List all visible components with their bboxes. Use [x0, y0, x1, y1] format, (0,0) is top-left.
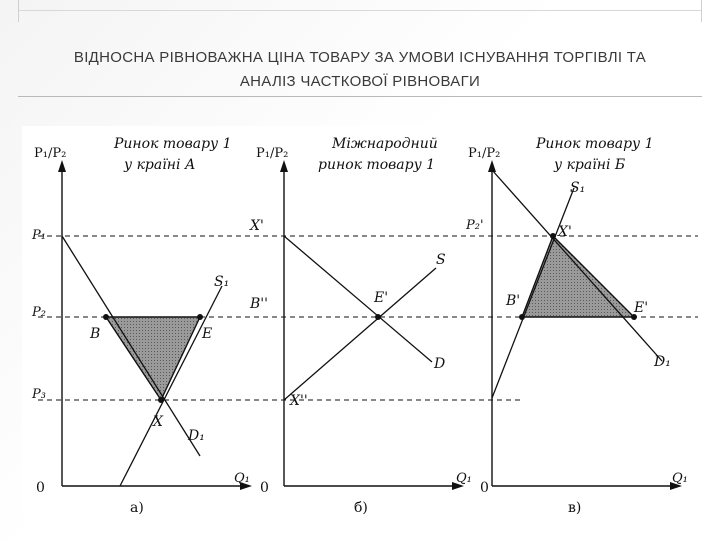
panel-a-heading-2: у країні А [124, 157, 196, 173]
panel-b [249, 136, 472, 516]
panel-c-y-axis-label: P₁/P₂ [468, 146, 501, 161]
equilibrium-figure [22, 126, 698, 518]
panel-b-label-d: D [434, 356, 446, 372]
panel-b-label-x-double: X'' [290, 393, 308, 409]
panel-b-heading-1: Міжнародний [332, 136, 438, 152]
panel-a-point-x [158, 397, 164, 403]
panel-c-label-x-prime: X' [558, 224, 572, 240]
panel-c-x-axis-label: Q₁ [672, 471, 688, 486]
panel-a [31, 136, 252, 516]
panel-c [465, 136, 688, 516]
panel-c-label-d1: D₁ [654, 354, 671, 370]
panel-b-label-e-prime: E' [374, 290, 389, 306]
panel-b-supply-curve [284, 268, 436, 400]
panel-a-label-d1: D₁ [188, 428, 205, 444]
slide-corner-left [18, 0, 19, 22]
panel-b-x-axis-label: Q₁ [456, 471, 472, 486]
slide-title-line-1: ВІДНОСНА РІВНОВАЖНА ЦІНА ТОВАРУ ЗА УМОВИ ІСНУВАННЯ ТОРГІВЛІ ТА [73, 49, 647, 66]
panel-b-y-axis-label: P₁/P₂ [256, 146, 289, 161]
panel-b-point-e [375, 314, 381, 320]
panel-b-label-x-prime: X' [250, 218, 264, 234]
panel-c-label-s1: S₁ [570, 180, 586, 196]
panel-a-supply-curve [120, 286, 222, 486]
panel-b-label-b-double: B'' [250, 296, 268, 312]
panel-a-label-s1: S₁ [214, 274, 230, 290]
title-underline [18, 96, 702, 97]
panel-c-label-e-prime: E' [634, 300, 649, 316]
panel-c-heading-1: Ринок товару 1 [536, 136, 654, 152]
panel-b-heading-2: ринок товару 1 [318, 157, 436, 173]
slide-title [20, 46, 700, 94]
panel-a-label-x: X [153, 414, 163, 430]
panel-a-caption: а) [130, 500, 144, 516]
panel-a-label-e: E [202, 326, 213, 342]
panel-c-price-p2-prime: P₂' [466, 218, 484, 233]
slide-title-line-2: АНАЛІЗ ЧАСТКОВОЇ РІВНОВАГИ [239, 73, 481, 90]
panel-a-price-p1: P₁ [32, 228, 46, 243]
panel-a-heading-1: Ринок товару 1 [114, 136, 232, 152]
panel-b-caption: б) [354, 500, 368, 516]
panel-b-demand-curve [284, 236, 432, 362]
panel-a-price-p2: P₂ [32, 305, 46, 320]
panel-a-point-e [197, 314, 203, 320]
panel-a-origin: 0 [36, 480, 45, 496]
panel-b-label-s: S [436, 252, 446, 268]
panel-b-origin: 0 [260, 480, 269, 496]
panel-c-origin: 0 [480, 480, 489, 496]
panel-c-label-b-prime: B' [506, 293, 521, 309]
panel-c-caption: в) [568, 500, 582, 516]
panel-a-y-axis-label: P₁/P₂ [34, 146, 67, 161]
panel-a-point-b [103, 314, 109, 320]
panel-c-point-b-prime [519, 314, 525, 320]
panel-a-price-p3: P₃ [32, 387, 46, 402]
slide-corner-right [701, 0, 702, 22]
equilibrium-diagram [22, 126, 698, 518]
panel-a-y-arrow [58, 160, 66, 172]
panel-b-y-arrow [280, 160, 288, 172]
panel-c-point-x-prime [550, 233, 556, 239]
slide-frame-top [18, 10, 702, 11]
panel-a-label-b: B [90, 326, 101, 342]
panel-a-x-axis-label: Q₁ [234, 471, 250, 486]
panel-c-heading-2: у країні Б [554, 157, 626, 173]
